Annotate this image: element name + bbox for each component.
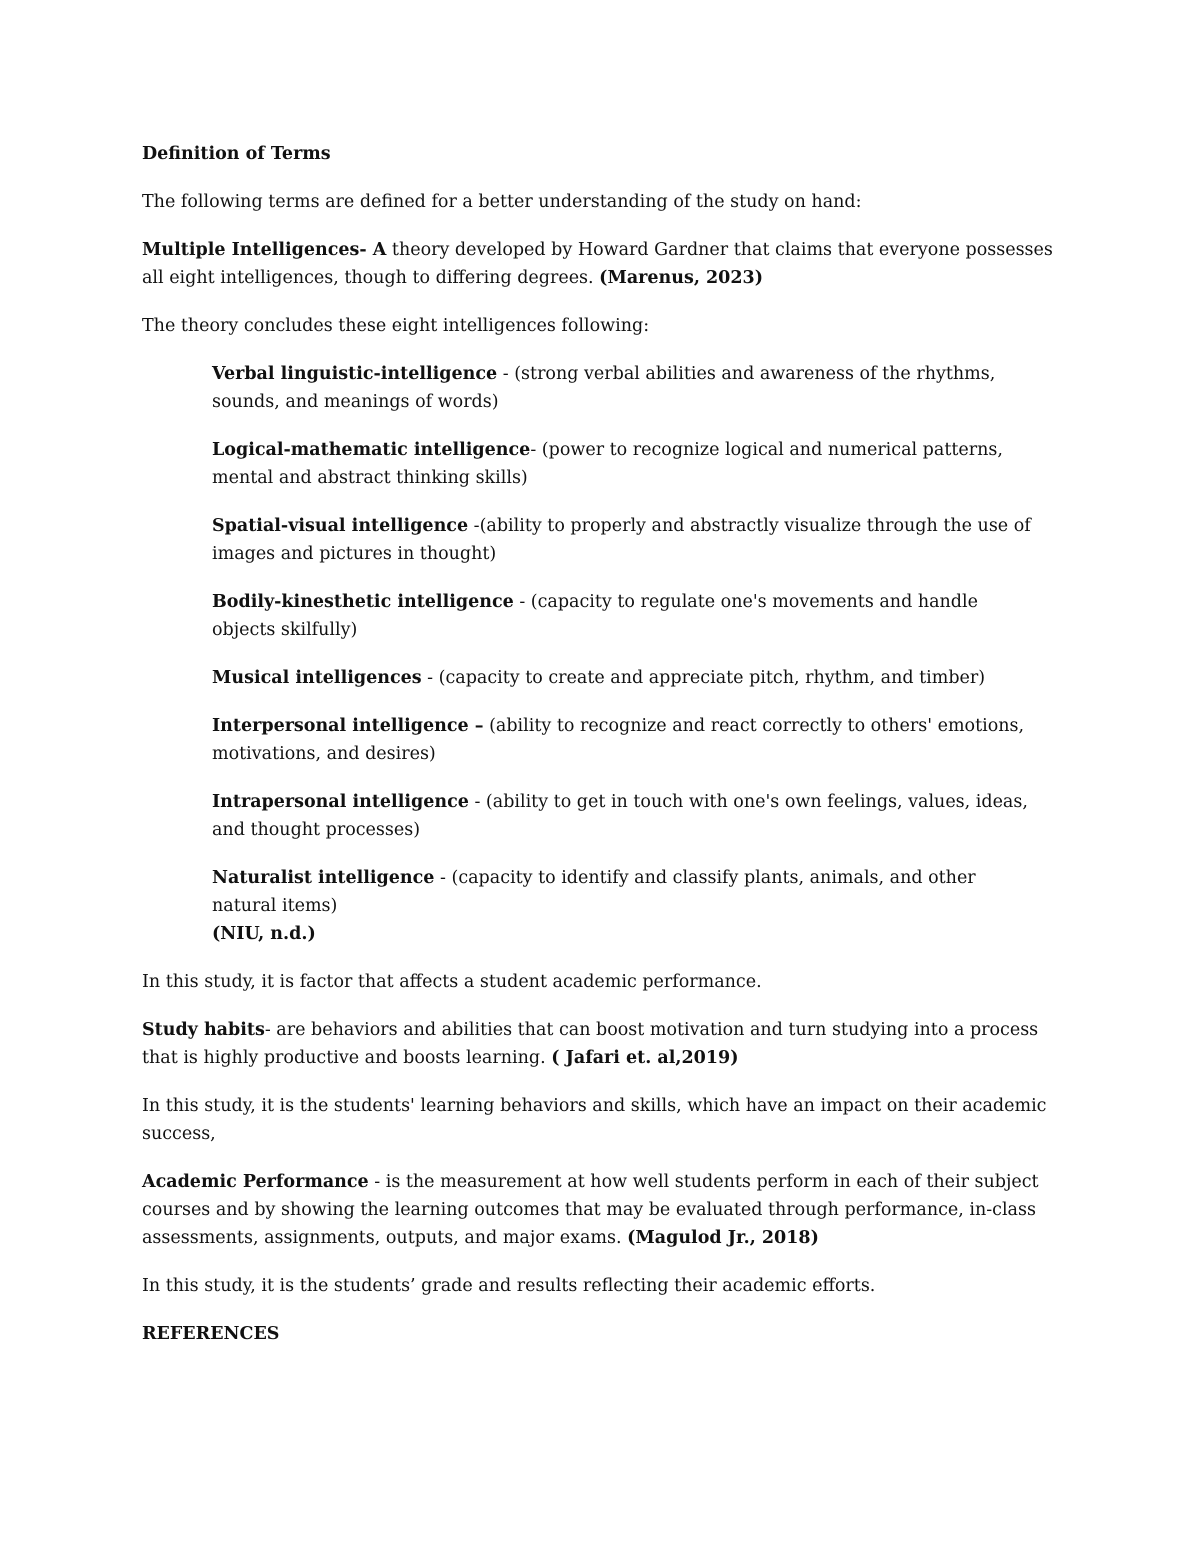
- intelligence-term: Musical intelligences: [212, 668, 422, 688]
- citation: (NIU, n.d.): [212, 924, 316, 944]
- definition-text: theory developed by Howard Gardner that claims that everyone possesses all eight intelligences, though to differing degrees.: [142, 240, 1053, 288]
- list-item: [212, 588, 1042, 644]
- intelligence-term: Interpersonal intelligence –: [212, 716, 484, 736]
- intelligence-description: - (strong verbal abilities and awareness of the rhythms, sounds, and meanings of words): [212, 364, 996, 412]
- list-item: [212, 360, 1042, 416]
- intelligence-term: Bodily-kinesthetic intelligence: [212, 592, 514, 612]
- definition-academic-performance: [142, 1168, 1062, 1252]
- intelligence-description: - (ability to get in touch with one's own feelings, values, ideas, and thought processes): [212, 792, 1028, 840]
- intelligence-description: (ability to recognize and react correctly to others' emotions, motivations, and desires): [212, 716, 1025, 764]
- term-dash: - A: [359, 240, 387, 260]
- sh-in-study-paragraph: In this study, it is the students' learning behaviors and skills, which have an impact on their academic success,: [142, 1096, 1047, 1144]
- definition-multiple-intelligences: [142, 236, 1062, 292]
- intelligence-description: - (capacity to regulate one's movements and handle objects skilfully): [212, 592, 978, 640]
- term-study-habits: Study habits: [142, 1020, 265, 1040]
- list-item: [212, 712, 1042, 768]
- intro-paragraph: The following terms are defined for a better understanding of the study on hand:: [142, 192, 862, 212]
- citation: (Marenus, 2023): [599, 268, 763, 288]
- list-item: [212, 788, 1042, 844]
- term-multiple-intelligences: Multiple Intelligences: [142, 240, 360, 260]
- intelligence-description: - (capacity to create and appreciate pitch, rhythm, and timber): [421, 668, 986, 688]
- intelligence-term: Intrapersonal intelligence: [212, 792, 469, 812]
- definition-study-habits: [142, 1016, 1062, 1072]
- mi-in-study-paragraph: In this study, it is factor that affects a student academic performance.: [142, 972, 762, 992]
- list-item: [212, 436, 1042, 492]
- intelligence-description: - (capacity to identify and classify plants, animals, and other natural items): [212, 868, 976, 916]
- list-item: [212, 664, 1042, 692]
- citation: ( Jafari et. al,2019): [551, 1048, 739, 1068]
- intelligence-term: Spatial-visual intelligence: [212, 516, 469, 536]
- intelligence-term: Naturalist intelligence: [212, 868, 435, 888]
- ap-in-study-paragraph: In this study, it is the students’ grade and results reflecting their academic efforts.: [142, 1276, 876, 1296]
- definition-text: - is the measurement at how well students perform in each of their subject courses and by showing the learning outcomes that may be evaluated through performance, in-class assessments, assignments, outputs, and major exams.: [142, 1172, 1039, 1248]
- intelligence-description: -(ability to properly and abstractly visualize through the use of images and pictures in thought): [212, 516, 1031, 564]
- intelligence-description: - (power to recognize logical and numerical patterns, mental and abstract thinking skills): [212, 440, 1003, 488]
- list-item: [212, 864, 1042, 948]
- intelligences-list: [212, 360, 1042, 948]
- section-heading: Definition of Terms: [142, 144, 331, 164]
- definition-text: - are behaviors and abilities that can boost motivation and turn studying into a process that is highly productive and boosts learning.: [142, 1020, 1039, 1068]
- theory-intro-paragraph: The theory concludes these eight intelligences following:: [142, 316, 650, 336]
- intelligence-term: Logical-mathematic intelligence: [212, 440, 531, 460]
- document-body: [142, 140, 1062, 1368]
- term-academic-performance: Academic Performance: [142, 1172, 369, 1192]
- citation: (Magulod Jr., 2018): [627, 1228, 819, 1248]
- references-heading: REFERENCES: [142, 1324, 280, 1344]
- list-item: [212, 512, 1042, 568]
- intelligence-term: Verbal linguistic-intelligence: [212, 364, 498, 384]
